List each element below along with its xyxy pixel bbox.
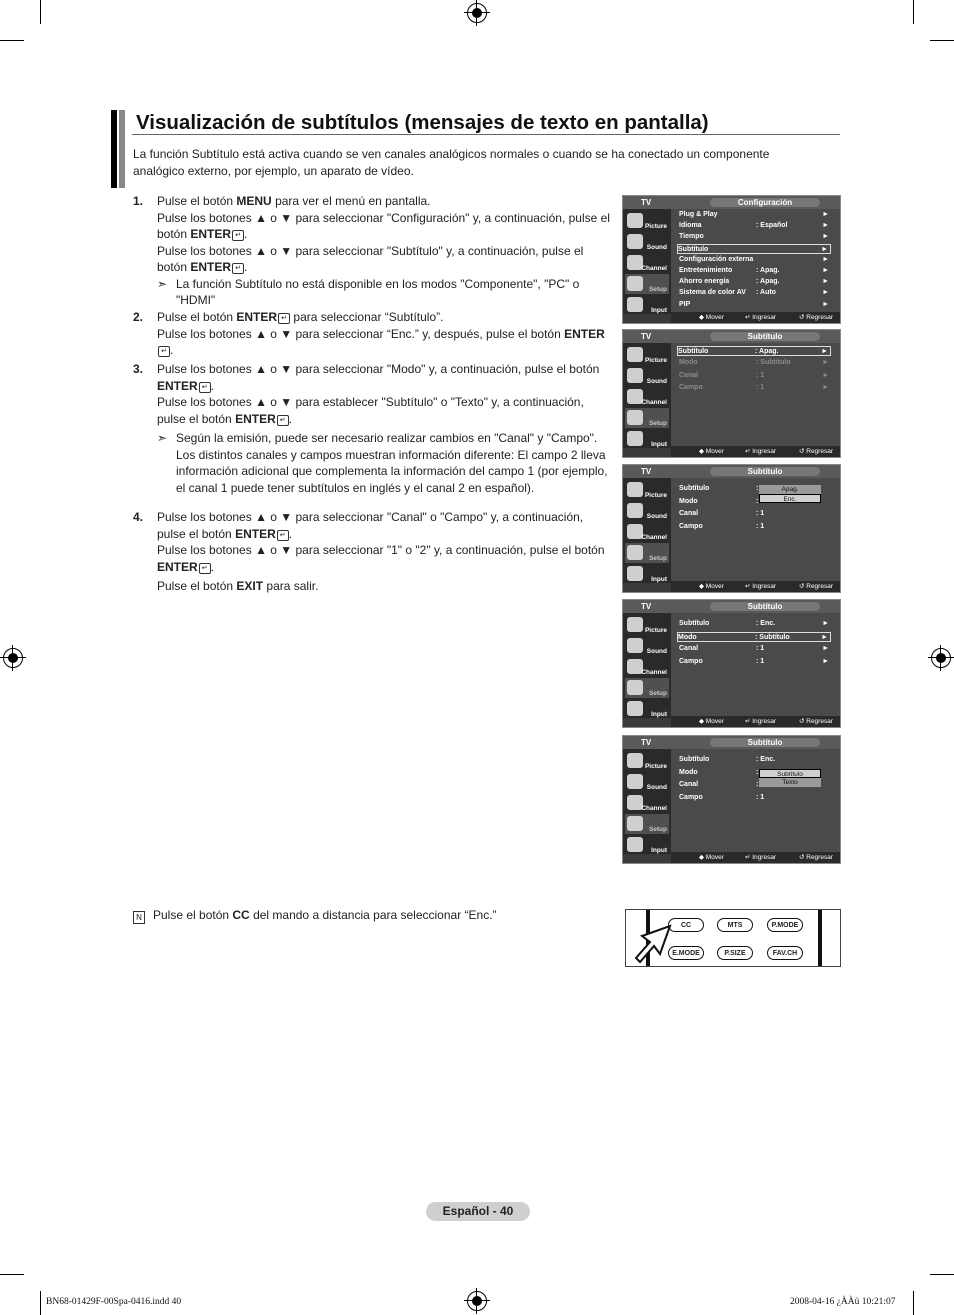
enter-key-label: ENTER <box>564 326 605 341</box>
step-text: Pulse el botón <box>157 310 237 324</box>
mts-button[interactable]: MTS <box>717 918 753 932</box>
osd-item-label: Sistema de color AV <box>679 289 746 297</box>
registration-mark-icon <box>467 3 487 23</box>
return-hint: ↺ Regresar <box>799 583 833 590</box>
enter-key-label: ENTER <box>235 526 276 541</box>
move-hint: ◆ Mover <box>699 583 724 590</box>
osd-item-value: : Subtítulo <box>756 359 791 367</box>
osd-footer-hints <box>671 446 840 457</box>
submenu-arrow-icon: ► <box>822 657 829 665</box>
step-2: 2. Pulse el botón ENTER ↵ para seleccionar “Subtítulo”. Pulse los botones ▲ o ▼ para seleccionar “Enc.” y, después, pulse el botón ENTER↵ . <box>133 310 605 357</box>
osd-footer-hints <box>671 312 840 323</box>
step-text: para ver el menú en pantalla. <box>271 194 431 208</box>
osd-item-value: : <box>756 485 759 492</box>
step-number: 4. <box>133 510 144 524</box>
osd-sidebar-item-picture[interactable] <box>625 211 669 231</box>
note-arrow-icon: ➣ <box>157 276 168 291</box>
osd-dropdown-option[interactable]: Enc. <box>759 494 821 503</box>
osd-item-value: : Apag. <box>756 278 780 286</box>
step-4: 4. Pulse los botones ▲ o ▼ para seleccionar "Canal" o "Campo" y, a continuación, pulse el botón ENTER ↵ . Pulse los botones ▲ o ▼ para seleccionar "1" o "2" y, a continuación, pulse el botón ENTER ↵ . Pulse el botón EXIT para salir. <box>133 510 605 593</box>
osd-menu-item[interactable] <box>677 244 831 254</box>
osd-menu-item[interactable] <box>679 657 831 667</box>
step-text: Pulse los botones ▲ o ▼ para seleccionar "Configuración" y, a continuación, pulse el botón <box>157 210 610 241</box>
osd-sidebar-label: Channel <box>641 534 667 541</box>
pointer-arrow-icon <box>634 924 674 964</box>
osd-item-label: Plug & Play <box>679 211 718 218</box>
step-text: para seleccionar “Subtítulo”. <box>290 310 444 324</box>
input-icon <box>627 566 643 581</box>
return-hint: ↺ Regresar <box>799 314 833 321</box>
osd-item-value: : <box>756 781 759 789</box>
osd-sidebar-item-picture[interactable] <box>625 480 669 500</box>
osd-item-label: Canal <box>679 781 699 789</box>
enter-hint: ↵ Ingresar <box>745 314 777 321</box>
sound-icon <box>627 774 643 789</box>
osd-sidebar-label: Setup <box>648 555 667 562</box>
osd-item-label: Tiempo <box>679 233 704 241</box>
osd-header <box>623 196 840 209</box>
exit-key-label: EXIT <box>236 579 264 593</box>
osd-menu-item[interactable] <box>679 221 831 231</box>
picture-icon <box>627 482 643 497</box>
setup-icon <box>627 545 643 560</box>
sound-icon <box>627 368 643 383</box>
osd-sidebar-label: Input <box>651 847 667 854</box>
step-1: 1. Pulse el botón MENU para ver el menú en pantalla. Pulse los botones ▲ o ▼ para seleccionar "Configuración" y, a continuación, pulse el botón ENTER ↵ . Pulse los botones ▲ o ▼ para seleccionar "Subtítulo" y, a continuación, pulse el botón ENTER ↵ . ➣ La función Subtítulo no está disponible en los modos "Componente", "PC" o "HDMI" <box>133 194 610 307</box>
osd-menu-title: Subtítulo <box>710 332 820 341</box>
osd-item-label: Subtítulo <box>679 620 710 627</box>
osd-tv-label: TV <box>641 467 652 476</box>
enter-hint: ↵ Ingresar <box>745 448 777 455</box>
note-text: Según la emisión, puede ser necesario realizar cambios en "Canal" y "Campo". Los distintos canales y campos muestran información diferente: El campo 2 lleva información adicional que complementa la información del campo 1 (por ejemplo, el canal 1 puede tener subtítulos en inglés y el canal 2 en español). <box>176 431 608 495</box>
osd-sidebar-item-input[interactable] <box>625 564 669 584</box>
osd-header <box>623 736 840 749</box>
crop-mark <box>0 1274 24 1275</box>
osd-header <box>623 465 840 478</box>
step-number: 2. <box>133 310 144 324</box>
title-accent-bar <box>119 110 125 188</box>
input-icon <box>627 297 643 312</box>
osd-sidebar-label: Input <box>651 441 667 448</box>
submenu-arrow-icon: ► <box>822 384 829 392</box>
osd-menu-item[interactable] <box>679 300 831 310</box>
osd-item-value: : 1 <box>756 522 765 530</box>
step-number: 3. <box>133 362 144 376</box>
setup-icon <box>627 410 643 425</box>
osd-sidebar-label: Input <box>651 711 667 718</box>
osd-sidebar-label: Input <box>651 576 667 583</box>
submenu-arrow-icon: ► <box>822 371 829 379</box>
osd-menu-item[interactable] <box>679 288 831 298</box>
enter-icon: ↵ <box>278 313 290 324</box>
osd-sidebar <box>623 749 671 854</box>
osd-item-value: : 1 <box>756 510 765 518</box>
note-icon: N <box>133 911 145 924</box>
osd-menu-title: Configuración <box>710 198 820 207</box>
osd-sidebar <box>623 209 671 314</box>
note-arrow-icon: ➣ <box>157 431 168 445</box>
osd-sidebar-item-sound[interactable] <box>625 232 669 252</box>
osd-item-value: : <box>756 768 759 776</box>
osd-sidebar-label: Input <box>651 307 667 314</box>
osd-footer-hints <box>671 852 840 863</box>
move-hint: ◆ Mover <box>699 854 724 861</box>
osd-menu-item[interactable] <box>679 255 831 265</box>
osd-menu-item[interactable] <box>679 358 831 368</box>
osd-item-label: Ahorro energía <box>679 278 730 286</box>
crop-mark <box>40 0 41 24</box>
title-accent-bar <box>111 110 117 188</box>
osd-item-label: Campo <box>679 522 703 530</box>
osd-item-label: Canal <box>679 371 699 379</box>
osd-item-label: Campo <box>679 384 703 392</box>
move-hint: ◆ Mover <box>699 718 724 725</box>
setup-icon <box>627 816 643 831</box>
enter-hint: ↵ Ingresar <box>745 854 777 861</box>
osd-sidebar-item-channel[interactable] <box>625 793 669 813</box>
step-text: Pulse los botones ▲ o ▼ para seleccionar “Enc.” y, después, pulse el botón <box>157 326 565 341</box>
page-number-badge: Español - 40 <box>426 1202 530 1221</box>
step-number: 1. <box>133 194 144 208</box>
osd-item-label: Canal <box>679 645 699 653</box>
enter-hint: ↵ Ingresar <box>745 583 777 590</box>
menu-key-label: MENU <box>236 194 272 208</box>
enter-icon: ↵ <box>199 382 211 393</box>
setup-icon <box>627 680 643 695</box>
osd-item-label: Modo <box>679 497 698 505</box>
step-text: Pulse los botones ▲ o ▼ para seleccionar "Subtítulo" y, a continuación, pulse el botón <box>157 243 584 274</box>
osd-tv-label: TV <box>641 738 652 747</box>
enter-icon: ↵ <box>232 263 244 274</box>
return-hint: ↺ Regresar <box>799 448 833 455</box>
osd-menu-list <box>671 343 840 448</box>
osd-sidebar-item-setup[interactable] <box>625 408 669 428</box>
osd-header <box>623 600 840 613</box>
osd-sidebar-item-setup[interactable] <box>625 274 669 294</box>
osd-tv-label: TV <box>641 332 652 341</box>
submenu-arrow-icon: ► <box>822 289 829 297</box>
e-mode-button[interactable]: E.MODE <box>668 946 704 960</box>
sound-icon <box>627 638 643 653</box>
remote-control-illustration <box>625 909 841 967</box>
step-text: Pulse el botón <box>157 194 237 208</box>
osd-item-value: : 1 <box>756 384 765 392</box>
osd-sidebar-label: Sound <box>646 648 667 655</box>
osd-item-value: : 1 <box>756 657 765 665</box>
submenu-arrow-icon: ► <box>821 348 828 355</box>
osd-sidebar-item-sound[interactable] <box>625 501 669 521</box>
osd-sidebar-label: Sound <box>646 378 667 385</box>
crop-mark <box>930 1274 954 1275</box>
osd-menu-item[interactable] <box>679 266 831 276</box>
osd-item-label: Idioma <box>679 222 702 230</box>
osd-dropdown-option[interactable]: Subtítulo <box>759 769 821 778</box>
osd-item-label: Subtítulo <box>678 245 709 253</box>
crop-mark <box>0 40 24 41</box>
osd-item-value: : <box>756 497 759 505</box>
p-size-button[interactable]: P.SIZE <box>717 946 753 960</box>
date-slug: 2008-04-16 ¿ÀÀü 10:21:07 <box>790 1297 896 1307</box>
osd-menu-item[interactable] <box>679 232 831 242</box>
osd-sidebar-item-picture[interactable] <box>625 615 669 635</box>
osd-sidebar-label: Setup <box>648 690 667 697</box>
tv-osd-3 <box>622 464 841 593</box>
osd-menu-title: Subtítulo <box>710 467 820 476</box>
submenu-arrow-icon: ► <box>822 267 829 274</box>
step-text: Pulse el botón <box>157 579 237 593</box>
osd-menu-list <box>671 749 840 854</box>
osd-item-label: Campo <box>679 657 703 665</box>
osd-sidebar <box>623 613 671 718</box>
osd-sidebar-item-sound[interactable] <box>625 772 669 792</box>
osd-sidebar-item-channel[interactable] <box>625 253 669 273</box>
input-icon <box>627 837 643 852</box>
osd-sidebar-item-picture[interactable] <box>625 751 669 771</box>
osd-sidebar-label: Picture <box>644 357 667 364</box>
osd-menu-list <box>671 613 840 718</box>
osd-sidebar-item-input[interactable] <box>625 429 669 449</box>
osd-item-label: Entretenimiento <box>679 267 733 274</box>
picture-icon <box>627 213 643 228</box>
tv-osd-4 <box>622 599 841 728</box>
osd-item-label: Subtítulo <box>678 348 709 355</box>
osd-item-label: Configuración externa <box>679 255 754 263</box>
enter-icon: ↵ <box>158 346 170 357</box>
osd-item-value: : Enc. <box>756 756 776 763</box>
osd-item-label: Subtítulo <box>679 756 710 763</box>
osd-sidebar-item-sound[interactable] <box>625 636 669 656</box>
tv-osd-5 <box>622 735 841 864</box>
submenu-arrow-icon: ► <box>822 233 829 241</box>
osd-menu-item[interactable] <box>679 619 831 629</box>
submenu-arrow-icon: ► <box>821 245 828 253</box>
osd-tv-label: TV <box>641 602 652 611</box>
enter-key-label: ENTER <box>190 260 232 274</box>
enter-icon: ↵ <box>232 230 244 241</box>
submenu-arrow-icon: ► <box>822 300 829 308</box>
osd-tv-label: TV <box>641 198 652 207</box>
osd-menu-list <box>671 209 840 314</box>
osd-item-label: Modo <box>679 768 698 776</box>
osd-sidebar-item-input[interactable] <box>625 699 669 719</box>
osd-sidebar-label: Setup <box>648 826 667 833</box>
tip-text: del mando a distancia para seleccionar “Enc.” <box>249 908 497 922</box>
submenu-arrow-icon: ► <box>821 633 828 641</box>
enter-key-label: ENTER <box>157 378 198 393</box>
move-hint: ◆ Mover <box>699 448 724 455</box>
osd-sidebar <box>623 343 671 448</box>
enter-hint: ↵ Ingresar <box>745 718 777 725</box>
page-title: Visualización de subtítulos (mensajes de texto en pantalla) <box>136 111 709 134</box>
osd-sidebar-label: Channel <box>641 805 667 812</box>
osd-item-value: : Apag. <box>755 348 779 355</box>
return-hint: ↺ Regresar <box>799 718 833 725</box>
osd-sidebar-item-setup[interactable] <box>625 543 669 563</box>
osd-menu-list <box>671 478 840 583</box>
osd-item-label: Campo <box>679 793 703 801</box>
osd-sidebar-label: Picture <box>644 627 667 634</box>
picture-icon <box>627 753 643 768</box>
setup-icon <box>627 276 643 291</box>
osd-sidebar-item-input[interactable] <box>625 835 669 855</box>
move-hint: ◆ Mover <box>699 314 724 321</box>
picture-icon <box>627 347 643 362</box>
osd-menu-item[interactable] <box>679 210 831 220</box>
step-3: 3. Pulse los botones ▲ o ▼ para seleccionar "Modo" y, a continuación, pulse el botón ENTER ↵ . Pulse los botones ▲ o ▼ para establecer "Subtítulo" o "Texto" y, a continuación, pulse el botón ENTER ↵ . ➣ Según la emisión, puede ser necesario realizar cambios en "Canal" y "Campo". Los distintos canales y campos muestran información diferente: El campo 2 lleva información adicional que complementa la información del campo 1 (por ejemplo, el canal 1 puede tener subtítulos en inglés y el canal 2 en español). <box>133 362 608 495</box>
cc-button[interactable]: CC <box>668 918 704 932</box>
sound-icon <box>627 234 643 249</box>
osd-sidebar-item-setup[interactable] <box>625 678 669 698</box>
osd-item-value: : Subtítulo <box>755 633 790 641</box>
osd-sidebar-label: Picture <box>644 492 667 499</box>
tv-osd-2 <box>622 329 841 458</box>
submenu-arrow-icon: ► <box>822 278 829 286</box>
enter-key-label: ENTER <box>157 559 198 574</box>
osd-sidebar-label: Sound <box>646 244 667 251</box>
osd-item-value: : Apag. <box>756 267 780 274</box>
osd-sidebar <box>623 478 671 583</box>
registration-mark-icon <box>467 1291 487 1311</box>
osd-item-value: : Español <box>756 222 788 230</box>
registration-mark-icon <box>3 648 23 668</box>
osd-menu-title: Subtítulo <box>710 602 820 611</box>
submenu-arrow-icon: ► <box>822 359 829 367</box>
osd-menu-item[interactable] <box>679 509 831 519</box>
osd-item-value: : Enc. <box>756 620 776 627</box>
tip-text: Pulse el botón <box>153 908 233 922</box>
sound-icon <box>627 503 643 518</box>
enter-icon: ↵ <box>277 415 289 426</box>
osd-item-value: : Auto <box>756 289 776 297</box>
osd-item-value: : 1 <box>756 793 765 801</box>
title-rule <box>132 134 840 135</box>
osd-menu-item[interactable] <box>679 277 831 287</box>
osd-sidebar-item-setup[interactable] <box>625 814 669 834</box>
osd-header <box>623 330 840 343</box>
osd-item-label: Modo <box>679 359 698 367</box>
osd-item-value: : 1 <box>756 645 765 653</box>
registration-mark-icon <box>931 648 951 668</box>
osd-sidebar-label: Sound <box>646 513 667 520</box>
osd-menu-item[interactable] <box>679 644 831 654</box>
fav-ch-button[interactable]: FAV.CH <box>767 946 803 960</box>
crop-mark <box>913 1291 914 1315</box>
osd-sidebar-label: Picture <box>644 763 667 770</box>
submenu-arrow-icon: ► <box>822 222 829 230</box>
osd-menu-item[interactable] <box>679 383 831 393</box>
enter-key-label: ENTER <box>190 227 232 241</box>
osd-menu-item[interactable] <box>677 346 831 356</box>
osd-item-label: Subtítulo <box>679 485 710 492</box>
step-text: para salir. <box>263 579 319 593</box>
submenu-arrow-icon: ► <box>822 645 829 653</box>
submenu-arrow-icon: ► <box>822 255 829 263</box>
osd-menu-item[interactable] <box>679 793 831 803</box>
osd-item-value: : 1 <box>756 371 765 379</box>
tip-note <box>133 908 497 924</box>
osd-sidebar-label: Setup <box>648 420 667 427</box>
submenu-arrow-icon: ► <box>822 211 829 218</box>
input-icon <box>627 701 643 716</box>
osd-menu-item[interactable] <box>679 755 831 765</box>
osd-sidebar-item-channel[interactable] <box>625 387 669 407</box>
osd-sidebar-label: Sound <box>646 784 667 791</box>
osd-sidebar-item-channel[interactable] <box>625 657 669 677</box>
osd-sidebar-label: Picture <box>644 223 667 230</box>
osd-footer-hints <box>671 716 840 727</box>
step-text: Pulse los botones ▲ o ▼ para establecer "Subtítulo" o "Texto" y, a continuación, pulse el botón <box>157 395 584 426</box>
osd-dropdown-option[interactable]: Apag. <box>781 486 799 493</box>
picture-icon <box>627 617 643 632</box>
remote-edge <box>818 910 822 966</box>
osd-sidebar-item-channel[interactable] <box>625 522 669 542</box>
osd-menu-item[interactable] <box>679 371 831 381</box>
return-hint: ↺ Regresar <box>799 854 833 861</box>
osd-menu-item[interactable] <box>679 522 831 532</box>
input-icon <box>627 431 643 446</box>
osd-item-label: PIP <box>679 300 691 308</box>
intro-paragraph: La función Subtítulo está activa cuando se ven canales analógicos normales o cuando se ha conectado un componente analógico externo, por ejemplo, un aparato de vídeo. <box>133 147 770 178</box>
crop-mark <box>930 40 954 41</box>
osd-sidebar-item-sound[interactable] <box>625 366 669 386</box>
step-text: Pulse los botones ▲ o ▼ para seleccionar "Canal" o "Campo" y, a continuación, pulse el botón <box>157 510 584 541</box>
osd-sidebar-item-input[interactable] <box>625 295 669 315</box>
osd-sidebar-label: Channel <box>641 399 667 406</box>
file-slug: BN68-01429F-00Spa-0416.indd 40 <box>46 1297 182 1307</box>
crop-mark <box>913 0 914 24</box>
step-text: Pulse los botones ▲ o ▼ para seleccionar "Modo" y, a continuación, pulse el botón <box>157 362 600 376</box>
osd-dropdown[interactable] <box>759 485 821 503</box>
p-mode-button[interactable]: P.MODE <box>767 918 803 932</box>
enter-key-label: ENTER <box>235 411 276 426</box>
osd-item-label: Canal <box>679 510 699 518</box>
osd-footer-hints <box>671 581 840 592</box>
osd-sidebar-label: Setup <box>648 286 667 293</box>
osd-sidebar-label: Channel <box>641 669 667 676</box>
cc-key-label: CC <box>232 908 250 922</box>
note-text: La función Subtítulo no está disponible en los modos "Componente", "PC" o "HDMI" <box>176 276 580 307</box>
enter-icon: ↵ <box>199 563 211 574</box>
osd-dropdown[interactable] <box>759 769 821 787</box>
osd-menu-item[interactable] <box>677 632 831 642</box>
submenu-arrow-icon: ► <box>822 620 829 627</box>
osd-menu-title: Subtítulo <box>710 738 820 747</box>
osd-sidebar-label: Channel <box>641 265 667 272</box>
enter-key-label: ENTER <box>236 310 278 324</box>
osd-item-label: Modo <box>678 633 697 641</box>
enter-icon: ↵ <box>277 530 289 541</box>
step-text: Pulse los botones ▲ o ▼ para seleccionar "1" o "2" y, a continuación, pulse el botón <box>157 543 605 557</box>
tv-osd-1 <box>622 195 841 324</box>
osd-dropdown-option[interactable]: Texto <box>782 779 798 786</box>
osd-sidebar-item-picture[interactable] <box>625 345 669 365</box>
crop-mark <box>40 1291 41 1315</box>
